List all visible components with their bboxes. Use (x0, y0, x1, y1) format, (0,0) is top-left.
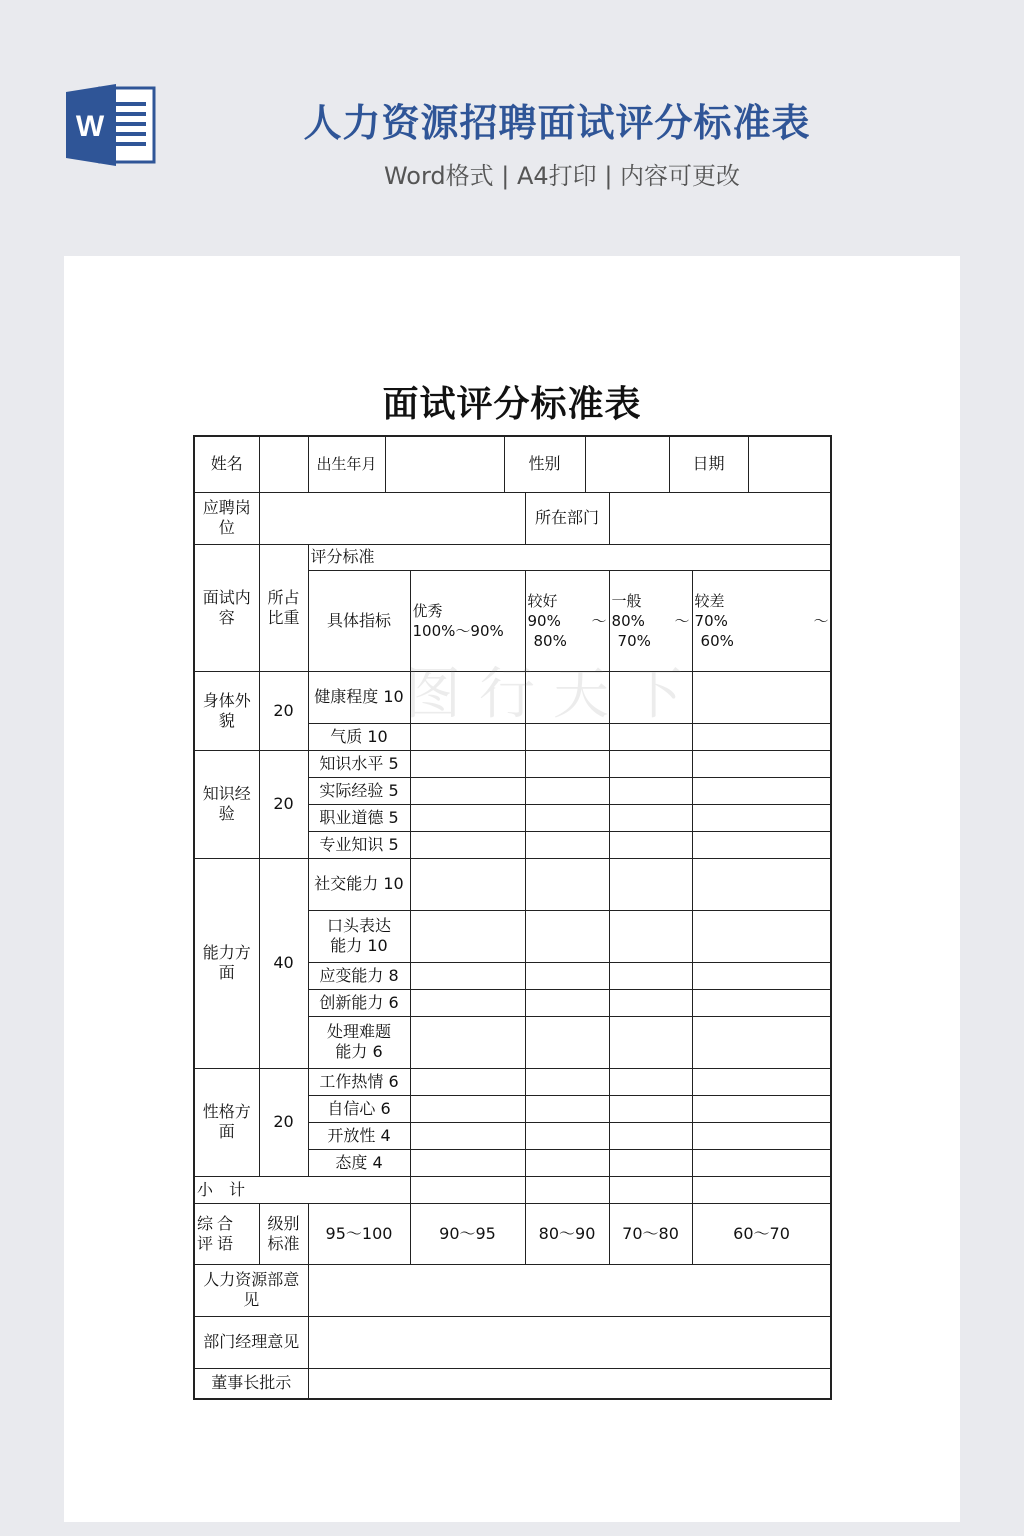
score-cell[interactable] (692, 1149, 831, 1176)
level-standard: 95～100 (308, 1203, 410, 1264)
indicator-cell: 健康程度 10 (308, 671, 410, 723)
level-standard: 60～70 (692, 1203, 831, 1264)
score-cell[interactable] (609, 1149, 692, 1176)
header-banner (0, 0, 1024, 250)
manager-opinion-value[interactable] (308, 1316, 831, 1368)
category-cell: 能力方面 (194, 858, 259, 1068)
grade-range-start: 80% (611, 611, 645, 630)
grade-range-start: 90% (527, 611, 561, 630)
score-cell[interactable] (609, 1016, 692, 1068)
weight-cell: 20 (259, 1068, 308, 1176)
position-label: 应聘岗位 (194, 492, 259, 544)
indicator-cell: 口头表达能力 10 (308, 910, 410, 962)
basic-info-row (194, 436, 831, 492)
score-cell[interactable] (692, 723, 831, 750)
category-cell: 身体外貌 (194, 671, 259, 750)
date-value[interactable] (748, 436, 831, 492)
score-cell[interactable] (692, 1068, 831, 1095)
indicator-cell: 应变能力 8 (308, 962, 410, 989)
date-label: 日期 (669, 436, 748, 492)
grade-range-end: 80% (533, 631, 567, 650)
indicator-cell: 工作热情 6 (308, 1068, 410, 1095)
category-cell: 性格方面 (194, 1068, 259, 1176)
grade-excellent (410, 570, 525, 671)
comment-label: 综合评语 (194, 1203, 259, 1264)
grade-name: 一般 (611, 591, 642, 610)
indicator-cell: 气质 10 (308, 723, 410, 750)
score-cell[interactable] (410, 1122, 525, 1149)
position-value[interactable] (259, 492, 525, 544)
birth-value[interactable] (385, 436, 504, 492)
hr-opinion-label: 人力资源部意 见 (194, 1264, 308, 1316)
score-cell[interactable] (609, 723, 692, 750)
score-cell[interactable] (609, 1122, 692, 1149)
score-cell[interactable] (410, 750, 525, 777)
content-header: 面试内容 (194, 544, 259, 671)
score-cell[interactable] (692, 962, 831, 989)
department-label: 所在部门 (525, 492, 609, 544)
indicator-cell: 开放性 4 (308, 1122, 410, 1149)
score-cell[interactable] (692, 1095, 831, 1122)
score-cell[interactable] (410, 831, 525, 858)
score-cell[interactable] (692, 671, 831, 723)
score-cell[interactable] (692, 750, 831, 777)
score-cell[interactable] (609, 962, 692, 989)
grade-range-line (612, 611, 690, 631)
score-cell[interactable] (692, 858, 831, 910)
level-label: 级别标准 (259, 1203, 308, 1264)
score-cell[interactable] (410, 1149, 525, 1176)
grade-range-sep: ～ (813, 611, 829, 630)
score-cell[interactable] (525, 1068, 609, 1095)
score-cell[interactable] (410, 858, 525, 910)
indicator-cell: 职业道德 5 (308, 804, 410, 831)
score-cell[interactable] (609, 671, 692, 723)
score-cell[interactable] (410, 804, 525, 831)
score-cell[interactable] (525, 1122, 609, 1149)
subtotal-cell[interactable] (609, 1176, 692, 1203)
grade-range-end: 70% (617, 631, 651, 650)
level-standard: 70～80 (609, 1203, 692, 1264)
indicator-cell: 实际经验 5 (308, 777, 410, 804)
table-row (194, 750, 831, 777)
score-cell[interactable] (525, 804, 609, 831)
position-row (194, 492, 831, 544)
grade-range-sep: ～ (674, 611, 690, 630)
score-cell[interactable] (609, 989, 692, 1016)
chairman-value[interactable] (308, 1368, 831, 1399)
score-cell[interactable] (525, 1095, 609, 1122)
score-cell[interactable] (525, 910, 609, 962)
score-cell[interactable] (410, 777, 525, 804)
banner-subtitle: Word格式 | A4打印 | 内容可更改 (383, 162, 741, 190)
standard-header-row (194, 544, 831, 570)
score-cell[interactable] (410, 989, 525, 1016)
indicator-cell: 创新能力 6 (308, 989, 410, 1016)
score-cell[interactable] (609, 910, 692, 962)
level-standard: 90～95 (410, 1203, 525, 1264)
score-cell[interactable] (692, 777, 831, 804)
score-cell[interactable] (609, 777, 692, 804)
table-row (194, 671, 831, 723)
score-cell[interactable] (609, 750, 692, 777)
score-cell[interactable] (525, 723, 609, 750)
hr-opinion-row (194, 1264, 831, 1316)
subtotal-label: 小 计 (194, 1176, 410, 1203)
birth-label: 出生年月 (308, 436, 385, 492)
weight-cell: 20 (259, 750, 308, 858)
score-cell[interactable] (525, 1149, 609, 1176)
grade-range-line (695, 611, 829, 631)
score-cell[interactable] (410, 1016, 525, 1068)
score-cell[interactable] (609, 831, 692, 858)
score-cell[interactable] (692, 989, 831, 1016)
chairman-label: 董事长批示 (194, 1368, 308, 1399)
subtotal-row (194, 1176, 831, 1203)
score-cell[interactable] (410, 1095, 525, 1122)
grade-average (609, 570, 692, 671)
comment-row (194, 1203, 831, 1264)
subtotal-cell[interactable] (525, 1176, 609, 1203)
interview-score-table (193, 435, 832, 1400)
score-cell[interactable] (525, 777, 609, 804)
manager-opinion-row (194, 1316, 831, 1368)
grade-name: 较差 (694, 591, 725, 610)
grade-range: 100%～90% (412, 621, 504, 640)
score-cell[interactable] (410, 671, 525, 723)
score-cell[interactable] (410, 962, 525, 989)
grade-range-start: 70% (694, 611, 728, 630)
score-cell[interactable] (525, 1016, 609, 1068)
indicator-cell: 处理难题能力 6 (308, 1016, 410, 1068)
score-cell[interactable] (609, 858, 692, 910)
weight-header: 所占比重 (259, 544, 308, 671)
indicator-cell: 社交能力 10 (308, 858, 410, 910)
grade-name: 较好 (527, 591, 558, 610)
table-row (194, 1068, 831, 1095)
subtotal-cell[interactable] (410, 1176, 525, 1203)
score-cell[interactable] (692, 910, 831, 962)
grade-range-end: 60% (700, 631, 734, 650)
gender-label: 性别 (504, 436, 585, 492)
grade-range-sep: ～ (591, 611, 607, 630)
document-title: 面试评分标准表 (382, 384, 642, 425)
score-cell[interactable] (609, 804, 692, 831)
score-cell[interactable] (525, 962, 609, 989)
grade-poor (692, 570, 831, 671)
indicator-header: 具体指标 (308, 570, 410, 671)
indicator-cell: 专业知识 5 (308, 831, 410, 858)
category-cell: 知识经验 (194, 750, 259, 858)
grade-good (525, 570, 609, 671)
level-standard: 80～90 (525, 1203, 609, 1264)
score-cell[interactable] (410, 910, 525, 962)
indicator-cell: 态度 4 (308, 1149, 410, 1176)
score-cell[interactable] (525, 989, 609, 1016)
score-cell[interactable] (692, 804, 831, 831)
score-cell[interactable] (410, 1068, 525, 1095)
gender-value[interactable] (585, 436, 669, 492)
table-row (194, 858, 831, 910)
manager-opinion-label: 部门经理意见 (194, 1316, 308, 1368)
weight-cell: 20 (259, 671, 308, 750)
score-cell[interactable] (692, 831, 831, 858)
score-cell[interactable] (692, 1016, 831, 1068)
score-cell[interactable] (410, 723, 525, 750)
score-cell[interactable] (609, 1068, 692, 1095)
grade-name: 优秀 (412, 601, 443, 620)
indicator-cell: 知识水平 5 (308, 750, 410, 777)
grade-range-line (528, 611, 607, 631)
weight-cell: 40 (259, 858, 308, 1068)
score-cell[interactable] (525, 831, 609, 858)
indicator-cell: 自信心 6 (308, 1095, 410, 1122)
score-cell[interactable] (609, 1095, 692, 1122)
word-icon-letter: W (75, 110, 105, 143)
score-cell[interactable] (525, 750, 609, 777)
score-cell[interactable] (525, 671, 609, 723)
standard-header: 评分标准 (308, 544, 831, 570)
department-value[interactable] (609, 492, 831, 544)
score-cell[interactable] (692, 1122, 831, 1149)
banner-title: 人力资源招聘面试评分标准表 (303, 101, 811, 145)
hr-opinion-value[interactable] (308, 1264, 831, 1316)
chairman-row (194, 1368, 831, 1399)
name-label: 姓名 (194, 436, 259, 492)
score-cell[interactable] (525, 858, 609, 910)
name-value[interactable] (259, 436, 308, 492)
subtotal-cell[interactable] (692, 1176, 831, 1203)
